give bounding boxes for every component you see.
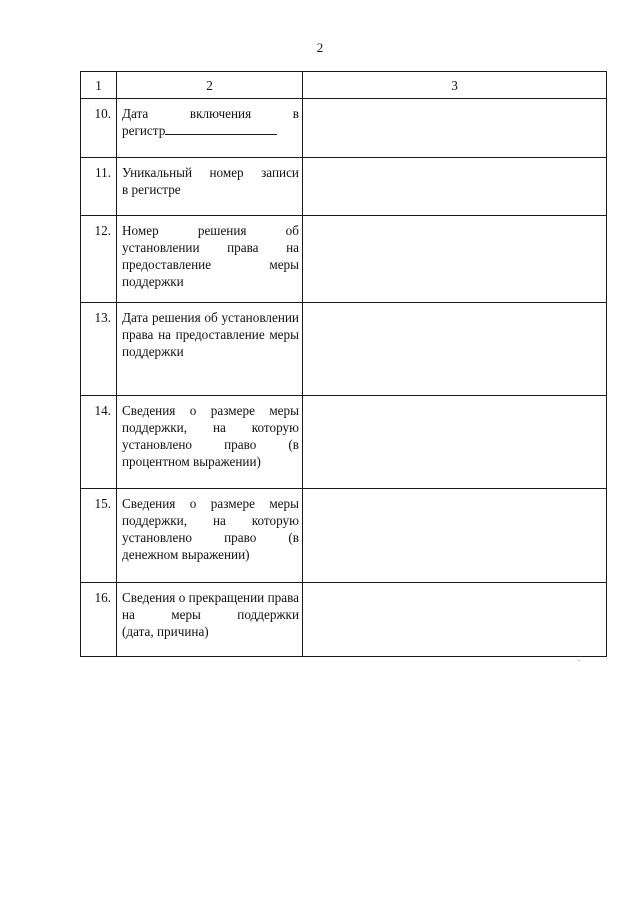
scan-speck bbox=[578, 660, 580, 661]
table-row bbox=[81, 303, 607, 396]
row-value-cell bbox=[303, 396, 607, 489]
row-label-tail: денежном выражении) bbox=[122, 547, 250, 562]
row-label-tail: в регистре bbox=[122, 182, 181, 197]
row-label bbox=[117, 303, 303, 396]
row-value-cell bbox=[303, 583, 607, 657]
row-value-cell bbox=[303, 99, 607, 158]
row-label-text: Номер решения об установлении права на предоставление меры bbox=[122, 223, 299, 272]
table-row bbox=[81, 99, 607, 158]
row-label bbox=[117, 158, 303, 216]
row-number: 16. bbox=[81, 583, 117, 657]
row-number: 15. bbox=[81, 489, 117, 583]
row-label bbox=[117, 489, 303, 583]
blank-underline bbox=[165, 122, 277, 135]
row-label-tail: процентном выражении) bbox=[122, 454, 261, 469]
page-number: 2 bbox=[316, 40, 324, 55]
header-cell-3: 3 bbox=[303, 72, 607, 99]
row-label-text: Сведения о размере меры поддержки, на которую установлено право (в bbox=[122, 403, 299, 452]
table-row bbox=[81, 158, 607, 216]
row-label bbox=[117, 99, 303, 158]
table-header-row bbox=[81, 72, 607, 99]
row-number: 10. bbox=[81, 99, 117, 158]
table-row bbox=[81, 583, 607, 657]
registry-table bbox=[80, 71, 607, 657]
header-cell-1: 1 bbox=[81, 72, 117, 99]
header-cell-2: 2 bbox=[117, 72, 303, 99]
row-label-text: Дата включения в bbox=[122, 106, 299, 121]
row-label-text: Дата решения об установлении права на предоставление меры bbox=[122, 310, 299, 342]
row-number: 13. bbox=[81, 303, 117, 396]
row-number: 14. bbox=[81, 396, 117, 489]
table-row bbox=[81, 216, 607, 303]
row-label bbox=[117, 396, 303, 489]
table-row bbox=[81, 489, 607, 583]
row-label-text: Уникальный номер записи bbox=[122, 165, 299, 180]
table-row bbox=[81, 396, 607, 489]
row-value-cell bbox=[303, 303, 607, 396]
row-label-tail: регистр bbox=[122, 122, 299, 139]
row-label-text: Сведения о прекращении права на меры поддержки bbox=[122, 590, 299, 622]
row-number: 12. bbox=[81, 216, 117, 303]
row-value-cell bbox=[303, 489, 607, 583]
row-label-tail: (дата, причина) bbox=[122, 624, 209, 639]
row-label-text: Сведения о размере меры поддержки, на которую установлено право (в bbox=[122, 496, 299, 545]
row-value-cell bbox=[303, 158, 607, 216]
row-label bbox=[117, 216, 303, 303]
row-number: 11. bbox=[81, 158, 117, 216]
row-label-tail: поддержки bbox=[122, 274, 184, 289]
row-value-cell bbox=[303, 216, 607, 303]
row-label bbox=[117, 583, 303, 657]
row-label-tail: поддержки bbox=[122, 344, 184, 359]
